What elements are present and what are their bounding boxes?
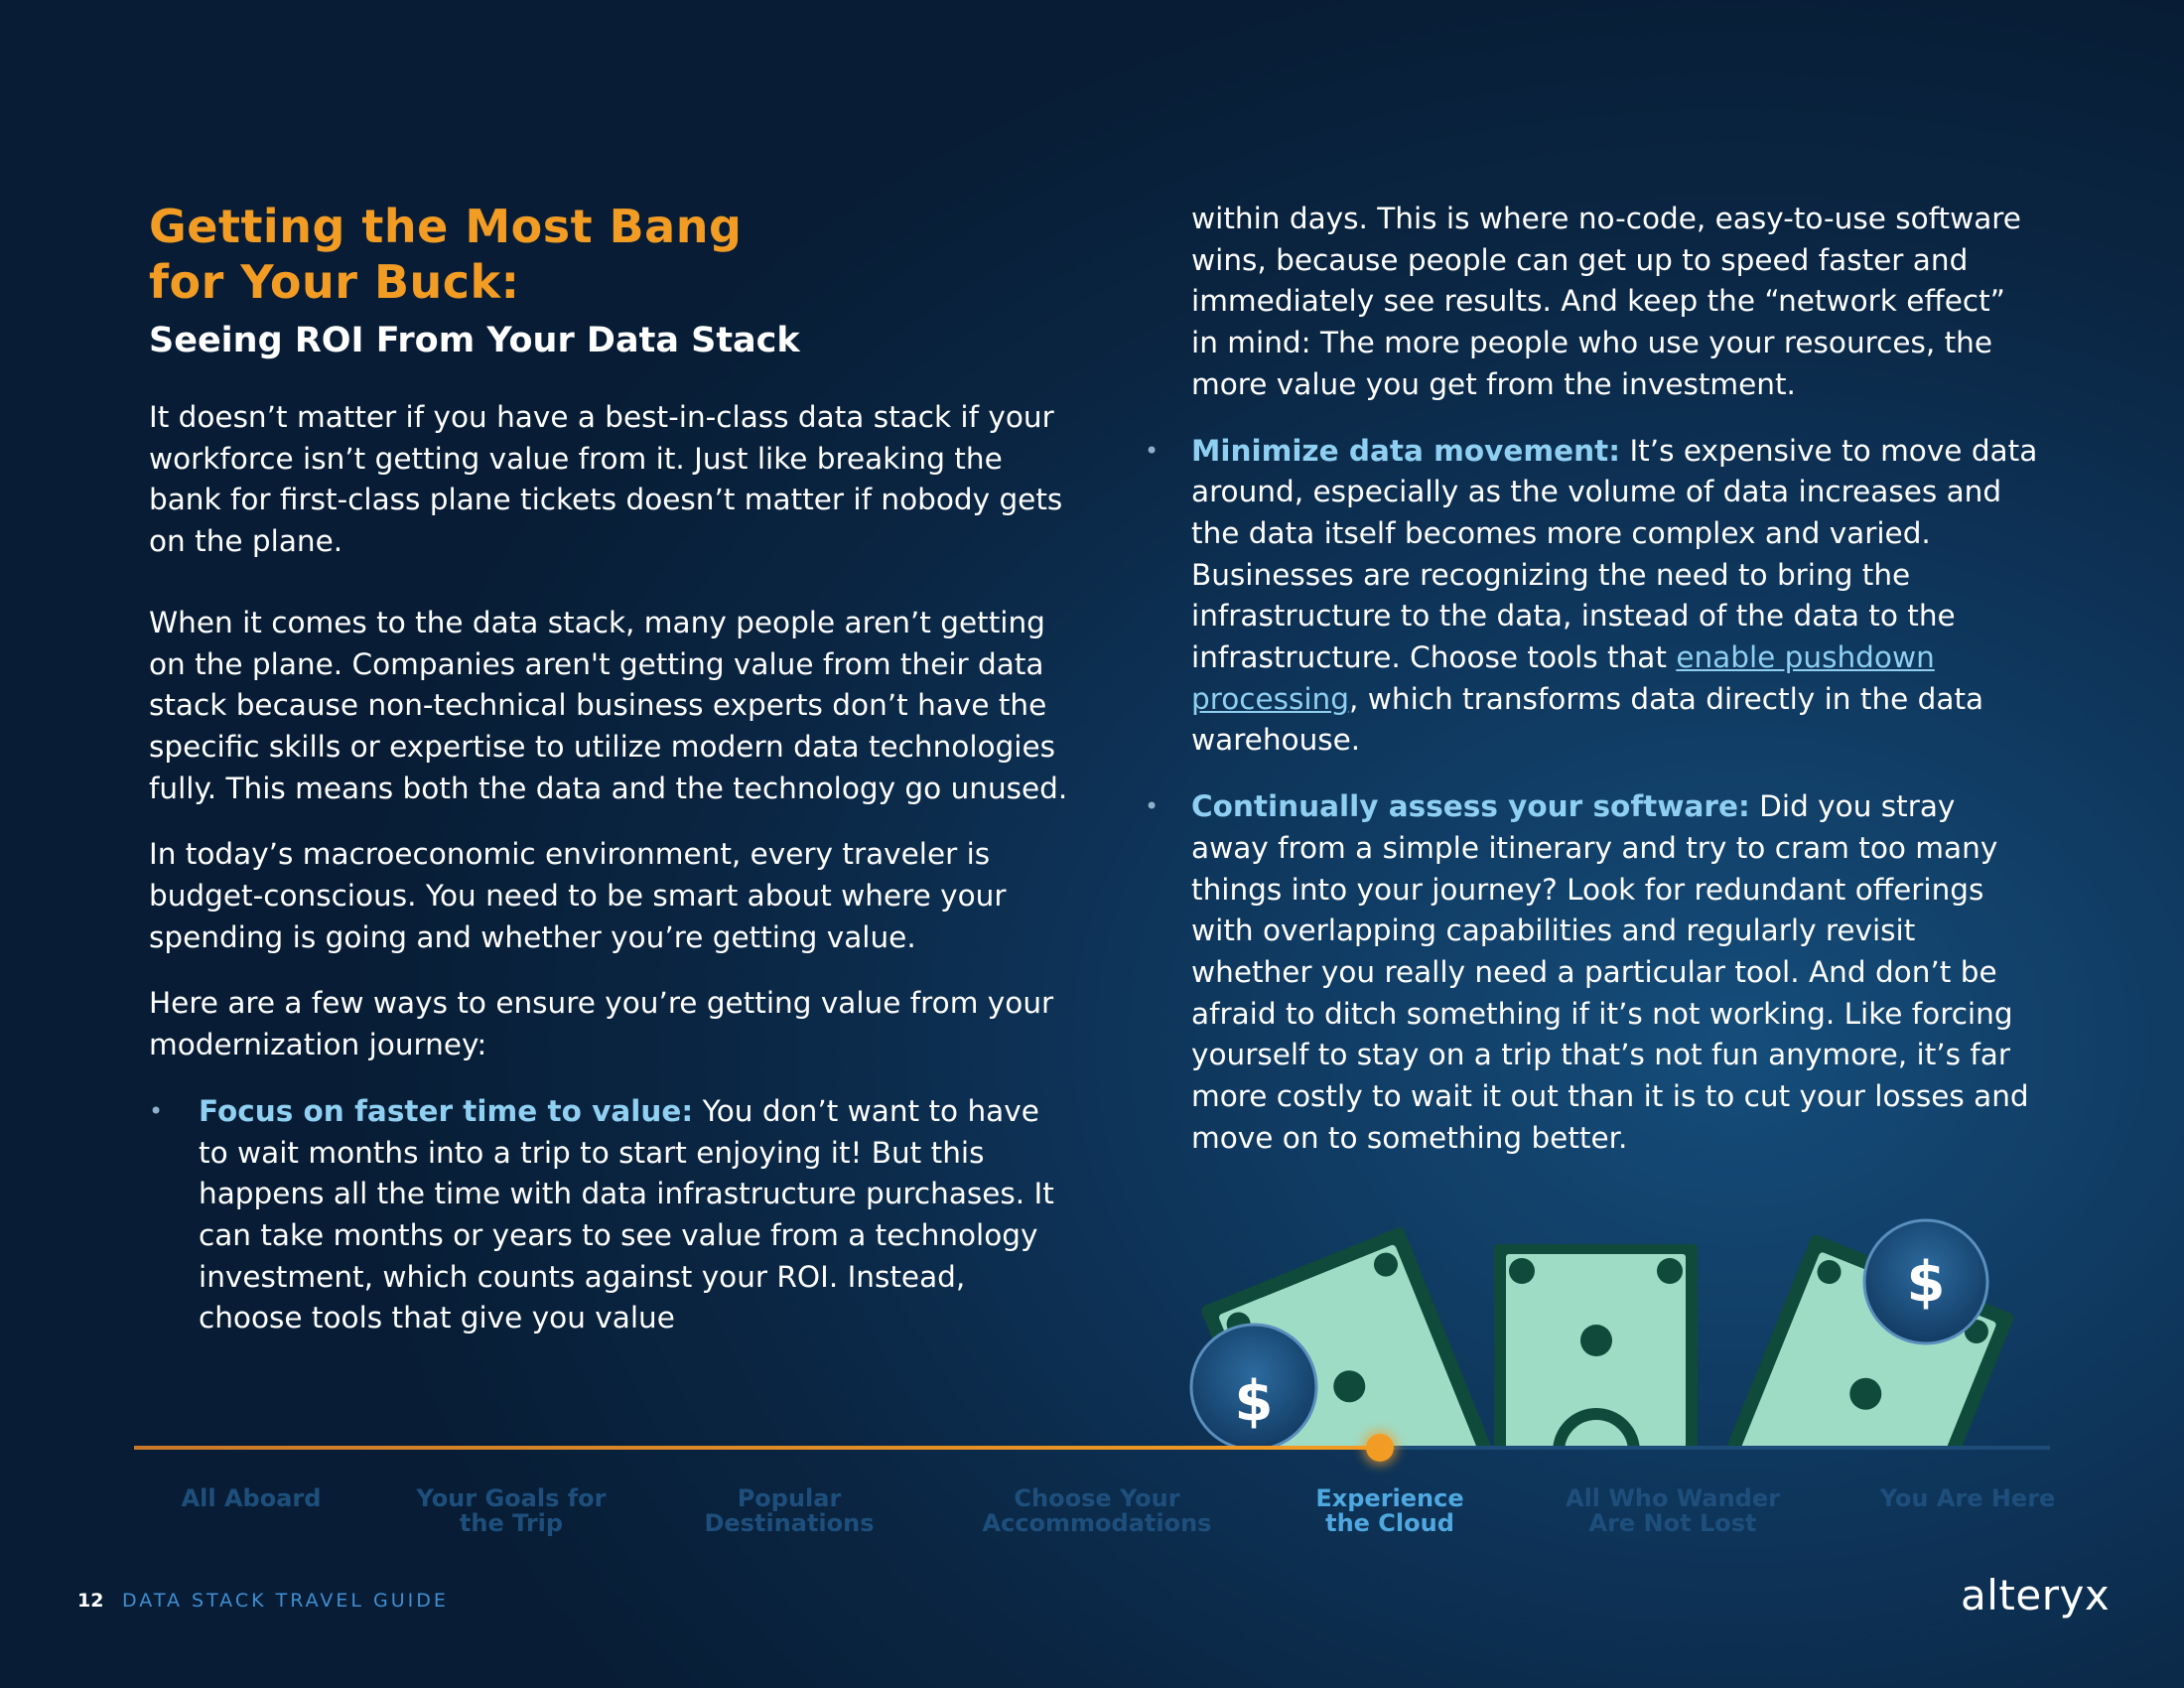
guide-title: DATA STACK TRAVEL GUIDE <box>122 1590 449 1612</box>
left-column <box>149 199 1072 1339</box>
bullet-body-end: , which transforms data directly in the data warehouse. <box>1191 681 1984 758</box>
timeline-item-all-who-wander[interactable] <box>1544 1486 1802 1536</box>
timeline-item-label-line2: the Cloud <box>1325 1509 1454 1537</box>
economy-paragraph: In today’s macroeconomic environment, every traveler is budget-conscious. You need to be smart about where your spending is going and whether you’re getting value. <box>149 837 1007 954</box>
bullet-body: Did you stray away from a simple itinerary and try to cram too many things into your journey? Look for redundant offerings with overlapping capabilities and regularly revisit whether you really need a particular tool. And don’t be afraid to ditch something if it’s not working. Like forcing yourself to stay on a trip that’s not fun anymore, it’s far more costly to wait it out than it is to cut your losses and move on to something better. <box>1191 789 2029 1155</box>
timeline-item-popular-destinations[interactable] <box>660 1486 918 1536</box>
money-bills-illustration <box>1171 1192 2025 1450</box>
timeline-item-label-line2: Are Not Lost <box>1588 1509 1757 1537</box>
bullet-text <box>1191 431 2038 763</box>
timeline-item-label: All Aboard <box>181 1484 322 1512</box>
pushdown-processing-link[interactable]: enable pushdown processing <box>1191 640 1935 716</box>
right-column <box>1145 199 2038 1159</box>
bullet-marker: • <box>149 1096 164 1125</box>
bullet-label: Minimize data movement: <box>1191 433 1621 468</box>
bullet-text <box>1191 786 2038 1159</box>
bullet-minimize-data-movement <box>1145 431 2038 763</box>
timeline-item-label: Experience <box>1315 1484 1464 1512</box>
timeline-item-label-line2: the Trip <box>459 1509 564 1537</box>
timeline-item-your-goals[interactable] <box>382 1486 640 1536</box>
coin-dollar-sign: $ <box>1234 1369 1274 1434</box>
timeline-item-label: Popular <box>737 1484 842 1512</box>
page-title-line1: Getting the Most Bang <box>149 200 743 253</box>
timeline-item-label: Choose Your <box>1014 1484 1180 1512</box>
dollar-coin-icon <box>1864 1220 1987 1343</box>
bullet-faster-time-to-value <box>149 1091 1072 1339</box>
timeline-item-choose-accommodations[interactable] <box>968 1486 1226 1536</box>
page-number: 12 <box>77 1590 104 1612</box>
context-paragraph: When it comes to the data stack, many people aren’t getting on the plane. Companies aren't getting value from their data stack because non-technical business experts don’t have the specific skills or expertise to utilize modern data technologies fully. This means both the data and the technology go unused. <box>149 605 1068 805</box>
timeline-item-label: You Are Here <box>1879 1484 2056 1512</box>
bullet-body: You don’t want to have to wait months into a trip to start enjoying it! But this happens all the time with data infrastructure purchases. It can take months or years to see value from a technology investment, which counts against your ROI. Instead, choose tools that give you value <box>199 1093 1054 1336</box>
bullet-marker: • <box>1145 792 1160 821</box>
timeline-current-marker <box>1366 1434 1394 1462</box>
dollar-coin-icon <box>1191 1325 1316 1450</box>
bullet-label: Focus on faster time to value: <box>199 1093 694 1128</box>
page-title-line2: for Your Buck: <box>149 255 520 309</box>
page-title <box>149 199 1072 310</box>
timeline-item-label: All Who Wander <box>1566 1484 1780 1512</box>
timeline-item-label-line2: Destinations <box>704 1509 875 1537</box>
timeline-item-experience-cloud[interactable] <box>1261 1486 1519 1536</box>
money-bills-graphic <box>1171 1192 2025 1450</box>
bullet-marker: • <box>1145 436 1160 465</box>
bullet-label: Continually assess your software: <box>1191 789 1750 824</box>
coin-dollar-sign: $ <box>1906 1250 1946 1315</box>
timeline-item-label: Your Goals for <box>416 1484 607 1512</box>
intro-paragraph: It doesn’t matter if you have a best-in-class data stack if your workforce isn’t getting value from it. Just like breaking the bank for first-class plane tickets doesn’t matter if nobody gets on the plane. <box>149 400 1063 559</box>
bullet-text <box>199 1091 1072 1339</box>
bullet-continuation: within days. This is where no-code, easy-to-use software wins, because people can get up to speed faster and immediately see results. And keep the “network effect” in mind: The more people who use your resources, the more value you get from the investment. <box>1191 202 2021 401</box>
bullet-assess-software <box>1145 786 2038 1159</box>
timeline-progress-bar <box>134 1446 1380 1450</box>
center-bill-icon <box>1494 1244 1698 1450</box>
alteryx-logo: alteryx <box>1961 1571 2111 1619</box>
timeline-item-you-are-here[interactable] <box>1839 1486 2097 1511</box>
timeline-item-all-aboard[interactable] <box>122 1486 380 1511</box>
page-subtitle: Seeing ROI From Your Data Stack <box>149 321 800 360</box>
bullet-body: It’s expensive to move data around, especially as the volume of data increases and the data itself becomes more complex and varied. Businesses are recognizing the need to bring the infrastructure to the data, instead of the data to the infrastructure. Choose tools that <box>1191 433 2038 675</box>
ways-paragraph: Here are a few ways to ensure you’re getting value from your modernization journey: <box>149 986 1054 1062</box>
timeline-item-label-line2: Accommodations <box>982 1509 1212 1537</box>
